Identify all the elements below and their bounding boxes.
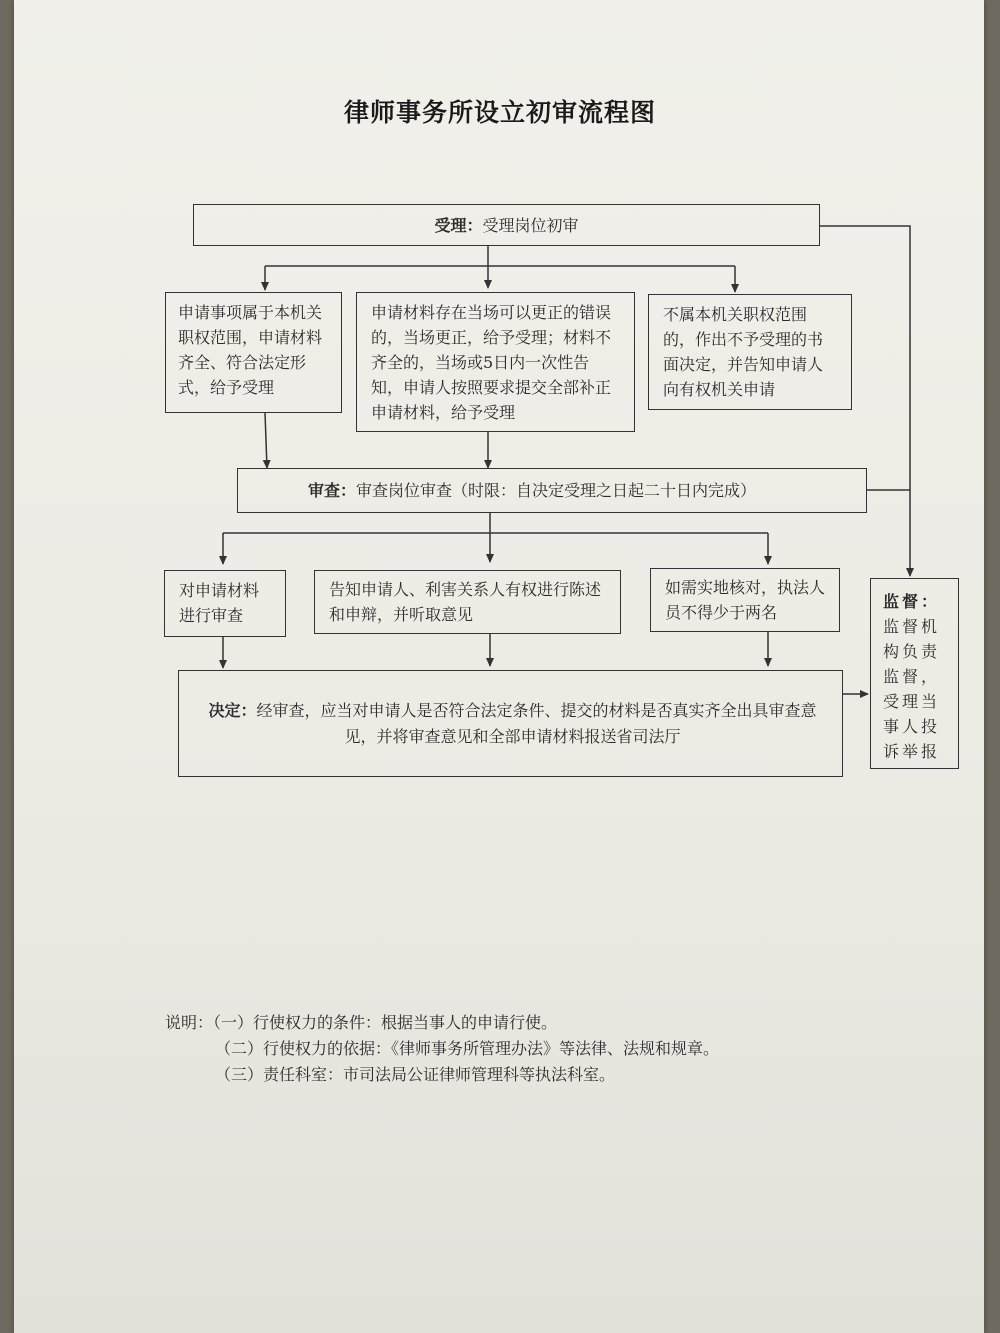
note-item-3: （三）责任科室：市司法局公证律师管理科等执法科室。 xyxy=(215,1065,616,1084)
review-text: 审查岗位审查（时限：自决定受理之日起二十日内完成） xyxy=(356,481,757,500)
supervise-label: 监督： xyxy=(883,592,941,611)
note-item-2: （二）行使权力的依据：《律师事务所管理办法》等法律、法规和规章。 xyxy=(215,1039,720,1058)
accept-text: 受理岗位初审 xyxy=(482,215,579,235)
branch1-correct-text: 申请材料存在当场可以更正的错误的，当场更正，给予受理；材料不齐全的，当场或5日内一次性告知，申请人按照要求提交全部补正申请材料，给予受理 xyxy=(371,303,612,422)
branch1-reject-text: 不属本机关职权范围的，作出不予受理的书面决定，并告知申请人向有权机关申请 xyxy=(663,305,824,399)
review-label: 审查： xyxy=(308,481,357,500)
note-item-1: （一）行使权力的条件：根据当事人的申请行使。 xyxy=(213,1013,558,1032)
notes-section xyxy=(165,1010,719,1088)
accept-label: 受理： xyxy=(434,215,483,235)
supervise-box xyxy=(870,578,959,769)
notes-prefix: 说明： xyxy=(165,1013,214,1032)
branch2-verify-box xyxy=(650,568,840,632)
branch1-reject-box xyxy=(648,294,852,410)
branch1-accept-text: 申请事项属于本机关职权范围，申请材料齐全、符合法定形式，给予受理 xyxy=(178,303,323,397)
accept-box xyxy=(193,204,820,246)
supervise-text: 监督机构负责监督，受理当事人投诉举报 xyxy=(883,617,941,761)
branch2-notify-text: 告知申请人、利害关系人有权进行陈述和申辩，并听取意见 xyxy=(329,580,602,624)
branch1-correct-box xyxy=(356,292,635,432)
branch2-verify-text: 如需实地核对，执法人员不得少于两名 xyxy=(665,578,826,622)
branch2-examine-box xyxy=(164,570,286,637)
arrow-left-to-review xyxy=(265,413,267,468)
page-title: 律师事务所设立初审流程图 xyxy=(343,98,656,127)
branch1-accept-box xyxy=(165,292,342,413)
decision-box xyxy=(178,670,843,777)
decision-text: 经审查，应当对申请人是否符合法定条件、提交的材料是否真实齐全出具审查意见，并将审查意见和全部申请材料报送省司法厅 xyxy=(256,700,817,746)
branch2-examine-text: 对申请材料进行审查 xyxy=(179,581,260,625)
decision-label: 决定： xyxy=(208,700,257,720)
branch2-notify-box xyxy=(314,570,621,634)
review-box xyxy=(237,468,867,513)
